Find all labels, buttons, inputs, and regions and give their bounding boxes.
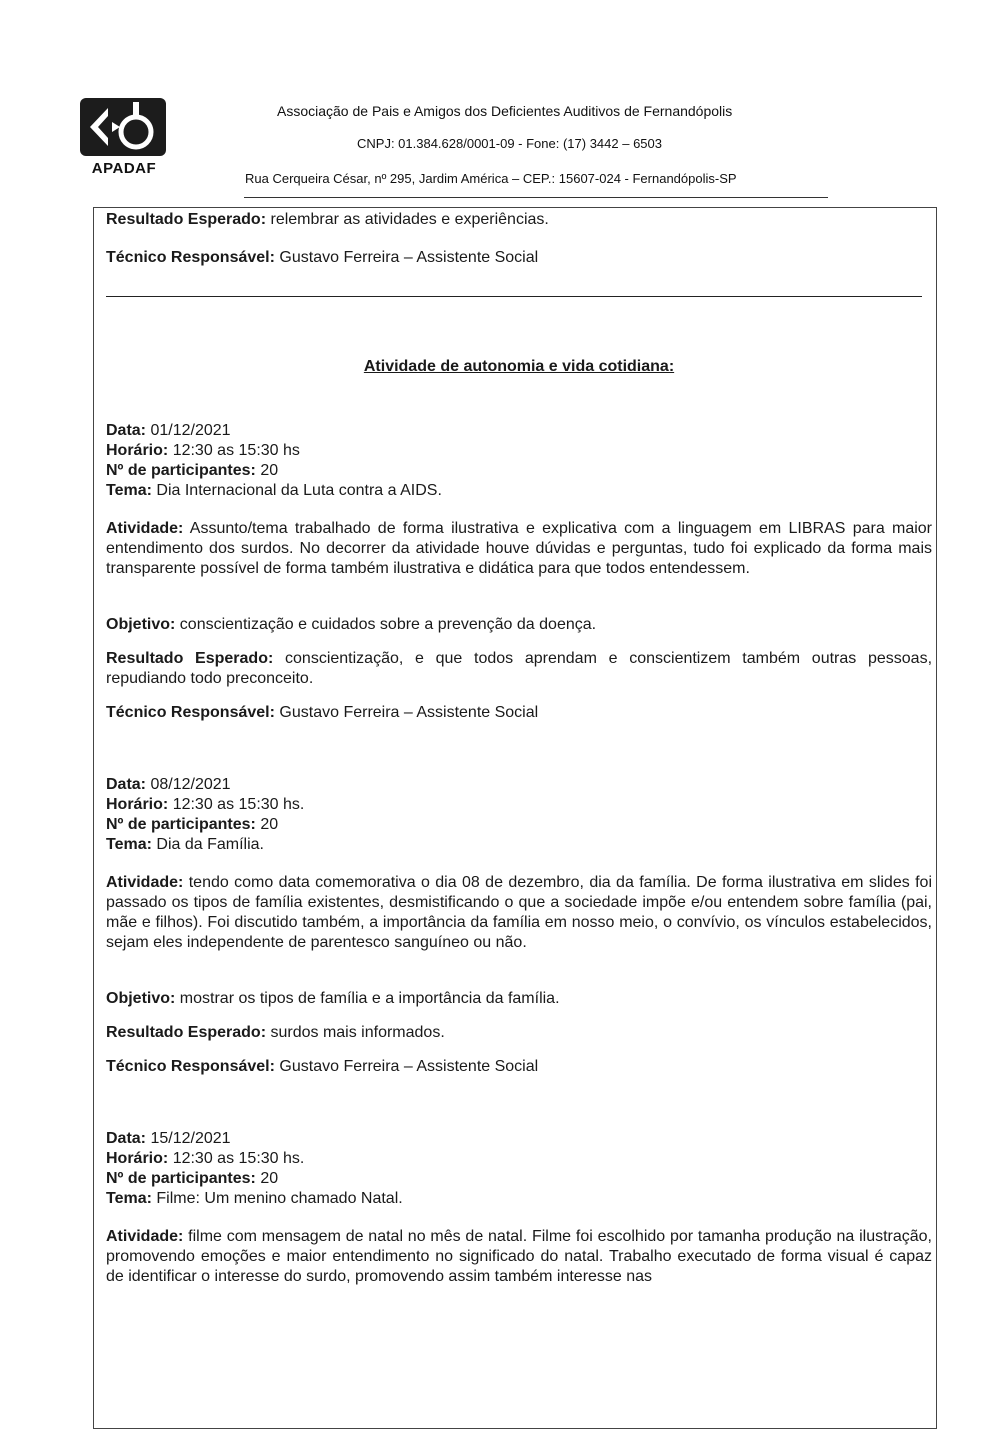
header-divider (244, 197, 828, 198)
logo-text: APADAF (91, 160, 157, 177)
entry-theme: Dia da Família. (156, 836, 264, 853)
apadaf-logo-icon (78, 96, 168, 158)
label-tema: Tema: (106, 836, 152, 853)
label-data: Data: (106, 422, 147, 439)
label-tecnico: Técnico Responsável: (106, 1058, 275, 1075)
entry-date: 15/12/2021 (150, 1130, 231, 1147)
label-horario: Horário: (106, 1150, 169, 1167)
label-objetivo: Objetivo: (106, 990, 176, 1007)
entry-2 (106, 775, 932, 1077)
entry-technician: Gustavo Ferreira – Assistente Social (279, 704, 539, 721)
apadaf-logo (78, 96, 170, 177)
address: Rua Cerqueira César, nº 295, Jardim América – CEP.: 15607-024 - Fernandópolis-SP (245, 171, 737, 186)
entry-participants: 20 (260, 816, 279, 833)
entry-time: 12:30 as 15:30 hs. (172, 1150, 305, 1167)
label-tema: Tema: (106, 482, 152, 499)
entry-result: conscientização, e que todos aprendam e conscientizem também outras pessoas, repudiando todo preconceito. (106, 650, 933, 687)
top-resultado-text: relembrar as atividades e experiências. (270, 211, 549, 228)
entry-time: 12:30 as 15:30 hs. (172, 796, 305, 813)
label-data: Data: (106, 776, 147, 793)
top-resultado (106, 210, 932, 230)
top-tecnico (106, 248, 932, 268)
cnpj-phone: CNPJ: 01.384.628/0001-09 - Fone: (17) 3442 – 6503 (357, 136, 662, 151)
top-tecnico-text: Gustavo Ferreira – Assistente Social (279, 249, 539, 266)
label-atividade: Atividade: (106, 1228, 184, 1245)
label-resultado: Resultado Esperado: (106, 211, 267, 228)
document-body (106, 210, 932, 1287)
label-participantes: Nº de participantes: (106, 816, 256, 833)
label-objetivo: Objetivo: (106, 616, 176, 633)
label-horario: Horário: (106, 442, 169, 459)
entry-objective: conscientização e cuidados sobre a prevenção da doença. (179, 616, 597, 633)
entry-theme: Dia Internacional da Luta contra a AIDS. (156, 482, 442, 499)
label-participantes: Nº de participantes: (106, 462, 256, 479)
section-title: Atividade de autonomia e vida cotidiana: (363, 358, 675, 375)
label-resultado: Resultado Esperado: (106, 650, 274, 667)
entry-3 (106, 1129, 932, 1287)
label-tecnico: Técnico Responsável: (106, 704, 275, 721)
entry-date: 01/12/2021 (150, 422, 231, 439)
label-atividade: Atividade: (106, 874, 184, 891)
entry-result: surdos mais informados. (270, 1024, 445, 1041)
entry-participants: 20 (260, 462, 279, 479)
label-data: Data: (106, 1130, 147, 1147)
label-tecnico: Técnico Responsável: (106, 249, 275, 266)
label-atividade: Atividade: (106, 520, 184, 537)
label-tema: Tema: (106, 1190, 152, 1207)
entry-participants: 20 (260, 1170, 279, 1187)
label-resultado: Resultado Esperado: (106, 1024, 267, 1041)
entry-theme: Filme: Um menino chamado Natal. (156, 1190, 403, 1207)
entry-1 (106, 421, 932, 723)
org-name: Associação de Pais e Amigos dos Deficientes Auditivos de Fernandópolis (277, 103, 733, 119)
label-participantes: Nº de participantes: (106, 1170, 256, 1187)
entry-objective: mostrar os tipos de família e a importância da família. (179, 990, 560, 1007)
entry-activity: Assunto/tema trabalhado de forma ilustrativa e explicativa com a linguagem em LIBRAS para maior entendimento dos surdos. No decorrer da atividade houve dúvidas e perguntas, tudo foi explicado da forma mais transparente possível de forma também ilustrativa e didática para que todos entendessem. (106, 520, 933, 577)
entry-date: 08/12/2021 (150, 776, 231, 793)
entry-technician: Gustavo Ferreira – Assistente Social (279, 1058, 539, 1075)
label-horario: Horário: (106, 796, 169, 813)
entry-time: 12:30 as 15:30 hs (172, 442, 300, 459)
entry-activity: tendo como data comemorativa o dia 08 de dezembro, dia da família. De forma ilustrativa em slides foi passado os tipos de família existentes, desmistificando o que a sociedade impõe e/ou entendem sobre família (pai, mãe e filhos). Foi discutido também, a importância da família em nosso meio, o convívio, os vínculos estabelecidos, sejam eles independente de parentesco sanguíneo ou não. (106, 874, 932, 951)
entry-activity: filme com mensagem de natal no mês de natal. Filme foi escolhido por tamanha produção na ilustração, promovendo emoções e maior entendimento no significado do natal. Trabalho executado de forma visual é capaz de identificar o interesse do surdo, promovendo assim também interesse nas (106, 1228, 933, 1285)
